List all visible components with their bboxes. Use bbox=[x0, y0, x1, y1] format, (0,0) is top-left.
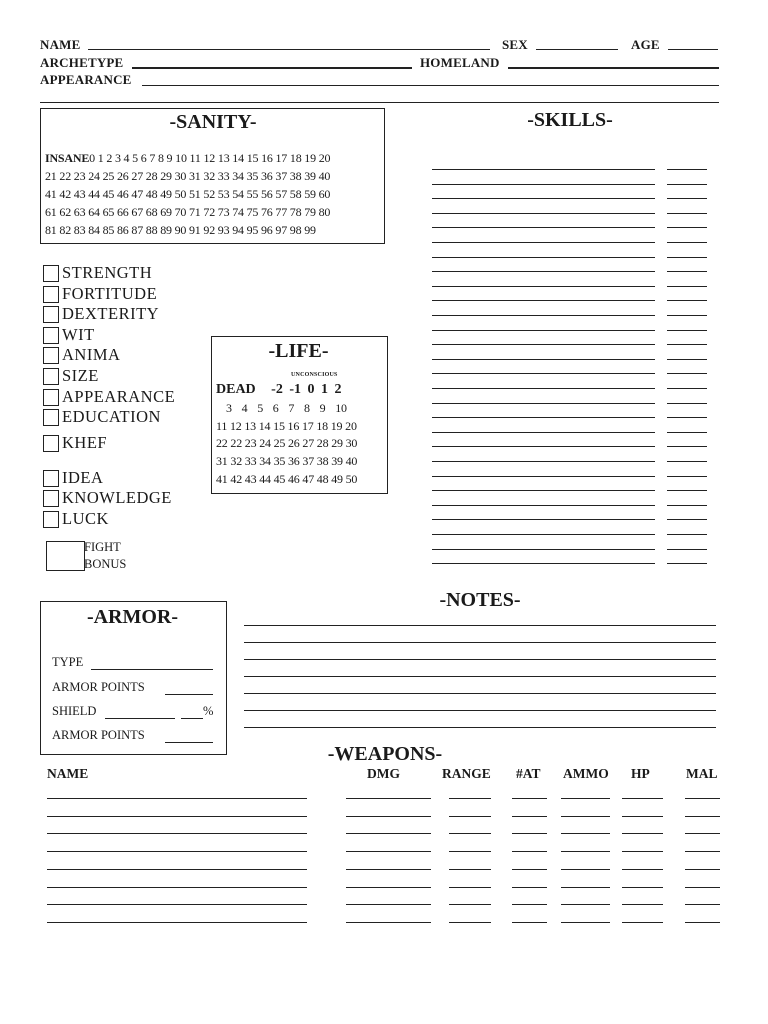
sanity-numbers-row-0[interactable]: 0 1 2 3 4 5 6 7 8 9 10 11 12 13 14 15 16 17 18 19 20 bbox=[89, 151, 331, 165]
weapon-cell[interactable] bbox=[47, 887, 307, 888]
education-checkbox[interactable] bbox=[43, 409, 59, 426]
notes-line[interactable] bbox=[244, 710, 716, 711]
insane-label: INSANE bbox=[45, 151, 90, 165]
skill-name-field[interactable] bbox=[432, 271, 655, 272]
life-title: -LIFE- bbox=[268, 340, 329, 362]
skill-name-field[interactable] bbox=[432, 227, 655, 228]
skill-name-field[interactable] bbox=[432, 549, 655, 550]
skill-value-field[interactable] bbox=[667, 286, 707, 287]
skill-name-field[interactable] bbox=[432, 359, 655, 360]
weapon-cell[interactable] bbox=[685, 833, 720, 834]
skill-value-field[interactable] bbox=[667, 403, 707, 404]
knowledge-label: KNOWLEDGE bbox=[62, 488, 172, 507]
weapon-cell[interactable] bbox=[561, 816, 610, 817]
attr-anima[interactable] bbox=[43, 345, 120, 365]
attr-strength[interactable] bbox=[43, 263, 152, 283]
skill-value-field[interactable] bbox=[667, 184, 707, 185]
weapon-cell[interactable] bbox=[622, 798, 663, 799]
notes-line[interactable] bbox=[244, 659, 716, 660]
weapon-cell[interactable] bbox=[622, 887, 663, 888]
weapon-cell[interactable] bbox=[47, 816, 307, 817]
weapon-cell[interactable] bbox=[512, 922, 547, 923]
skill-value-field[interactable] bbox=[667, 359, 707, 360]
skill-name-field[interactable] bbox=[432, 344, 655, 345]
weapon-cell[interactable] bbox=[685, 922, 720, 923]
weapon-cell[interactable] bbox=[622, 816, 663, 817]
weapon-cell[interactable] bbox=[449, 869, 491, 870]
weapon-cell[interactable] bbox=[561, 887, 610, 888]
skill-value-field[interactable] bbox=[667, 257, 707, 258]
fight-bonus-label bbox=[84, 539, 126, 573]
skill-value-field[interactable] bbox=[667, 169, 707, 170]
weapons-col-name: NAME bbox=[47, 766, 89, 781]
weapons-col-dmg: DMG bbox=[367, 766, 400, 781]
skill-name-field[interactable] bbox=[432, 213, 655, 214]
skill-value-field[interactable] bbox=[667, 344, 707, 345]
sanity-title: -SANITY- bbox=[169, 111, 257, 133]
armor-title: -ARMOR- bbox=[86, 606, 179, 628]
shield-percent-sign: % bbox=[203, 704, 214, 718]
armor-points-label: ARMOR POINTS bbox=[52, 680, 145, 694]
sanity-numbers-row-2[interactable]: 41 42 43 44 45 46 47 48 49 50 51 52 53 54 55 56 57 58 59 60 bbox=[45, 187, 331, 201]
appearance-field-line-2[interactable] bbox=[40, 102, 719, 103]
weapon-cell[interactable] bbox=[622, 904, 663, 905]
skill-value-field[interactable] bbox=[667, 388, 707, 389]
skill-name-field[interactable] bbox=[432, 403, 655, 404]
attr-education[interactable] bbox=[43, 407, 161, 427]
size-checkbox[interactable] bbox=[43, 368, 59, 385]
armor-type-row bbox=[52, 655, 83, 670]
attr-dexterity[interactable] bbox=[43, 304, 159, 324]
skill-name-field[interactable] bbox=[432, 476, 655, 477]
life-dead-row bbox=[216, 382, 342, 398]
skill-name-field[interactable] bbox=[432, 490, 655, 491]
weapon-cell[interactable] bbox=[685, 851, 720, 852]
weapon-cell[interactable] bbox=[449, 833, 491, 834]
weapon-cell[interactable] bbox=[346, 887, 431, 888]
skill-name-field[interactable] bbox=[432, 446, 655, 447]
appearance-checkbox[interactable] bbox=[43, 389, 59, 406]
fortitude-label: FORTITUDE bbox=[62, 284, 158, 303]
armor-points-row bbox=[52, 680, 145, 695]
attr-knowledge[interactable] bbox=[43, 488, 172, 508]
skill-value-field[interactable] bbox=[667, 505, 707, 506]
skill-name-field[interactable] bbox=[432, 461, 655, 462]
weapons-col-range: RANGE bbox=[442, 766, 491, 781]
weapon-cell[interactable] bbox=[622, 851, 663, 852]
appearance-label: APPEARANCE bbox=[40, 72, 132, 87]
weapon-cell[interactable] bbox=[622, 869, 663, 870]
anima-checkbox[interactable] bbox=[43, 347, 59, 364]
education-label: EDUCATION bbox=[62, 407, 161, 426]
skill-value-field[interactable] bbox=[667, 476, 707, 477]
skill-name-field[interactable] bbox=[432, 388, 655, 389]
skill-value-field[interactable] bbox=[667, 271, 707, 272]
wit-label: WIT bbox=[62, 325, 95, 344]
unconscious-label: UNCONSCIOUS bbox=[291, 372, 338, 378]
weapon-cell[interactable] bbox=[47, 869, 307, 870]
attr-size[interactable] bbox=[43, 366, 99, 386]
skill-name-field[interactable] bbox=[432, 519, 655, 520]
bonus-label: BONUS bbox=[84, 557, 127, 571]
life-negatives[interactable]: -2 -1 0 1 2 bbox=[271, 382, 342, 397]
life-row-2[interactable]: 22 22 23 24 25 26 27 28 29 30 bbox=[216, 436, 358, 450]
skill-name-field[interactable] bbox=[432, 242, 655, 243]
skill-value-field[interactable] bbox=[667, 242, 707, 243]
skill-value-field[interactable] bbox=[667, 330, 707, 331]
weapon-cell[interactable] bbox=[622, 922, 663, 923]
khef-label: KHEF bbox=[62, 433, 108, 452]
name-label: NAME bbox=[40, 37, 81, 52]
skill-name-field[interactable] bbox=[432, 300, 655, 301]
skill-value-field[interactable] bbox=[667, 300, 707, 301]
weapon-cell[interactable] bbox=[512, 851, 547, 852]
notes-line[interactable] bbox=[244, 625, 716, 626]
weapons-title: -WEAPONS- bbox=[327, 743, 443, 765]
skill-name-field[interactable] bbox=[432, 563, 655, 564]
shield-field[interactable] bbox=[105, 718, 175, 719]
weapon-cell[interactable] bbox=[512, 833, 547, 834]
attr-luck[interactable] bbox=[43, 509, 109, 529]
skill-name-field[interactable] bbox=[432, 534, 655, 535]
weapons-col-ammo: AMMO bbox=[563, 766, 609, 781]
weapon-cell[interactable] bbox=[449, 887, 491, 888]
skill-name-field[interactable] bbox=[432, 373, 655, 374]
skill-value-field[interactable] bbox=[667, 213, 707, 214]
armor-points-row-2 bbox=[52, 728, 145, 743]
weapon-cell[interactable] bbox=[561, 922, 610, 923]
shield-row bbox=[52, 704, 96, 719]
homeland-label: HOMELAND bbox=[420, 55, 500, 70]
weapon-cell[interactable] bbox=[47, 798, 307, 799]
weapon-cell[interactable] bbox=[512, 887, 547, 888]
age-field[interactable] bbox=[668, 49, 718, 50]
skill-name-field[interactable] bbox=[432, 257, 655, 258]
life-row-4[interactable]: 41 42 43 44 45 46 47 48 49 50 bbox=[216, 472, 358, 486]
weapon-cell[interactable] bbox=[449, 816, 491, 817]
sex-field[interactable] bbox=[536, 49, 618, 50]
weapon-cell[interactable] bbox=[346, 869, 431, 870]
weapon-cell[interactable] bbox=[346, 833, 431, 834]
weapon-cell[interactable] bbox=[449, 904, 491, 905]
weapon-cell[interactable] bbox=[449, 922, 491, 923]
attr-appearance[interactable] bbox=[43, 387, 175, 407]
fortitude-checkbox[interactable] bbox=[43, 286, 59, 303]
age-label: AGE bbox=[631, 37, 660, 52]
attr-fortitude[interactable] bbox=[43, 284, 157, 304]
skill-name-field[interactable] bbox=[432, 315, 655, 316]
strength-label: STRENGTH bbox=[62, 263, 153, 282]
skill-value-field[interactable] bbox=[667, 490, 707, 491]
armor-type-label: TYPE bbox=[52, 655, 84, 669]
weapon-cell[interactable] bbox=[685, 904, 720, 905]
skill-name-field[interactable] bbox=[432, 198, 655, 199]
weapon-cell[interactable] bbox=[685, 869, 720, 870]
skill-value-field[interactable] bbox=[667, 534, 707, 535]
notes-line[interactable] bbox=[244, 727, 716, 728]
skill-value-field[interactable] bbox=[667, 519, 707, 520]
luck-label: LUCK bbox=[62, 509, 109, 528]
sanity-numbers-row-4[interactable]: 81 82 83 84 85 86 87 88 89 90 91 92 93 94 95 96 97 98 99 bbox=[45, 223, 316, 237]
skill-value-field[interactable] bbox=[667, 315, 707, 316]
weapon-cell[interactable] bbox=[449, 798, 491, 799]
weapon-cell[interactable] bbox=[47, 922, 307, 923]
idea-checkbox[interactable] bbox=[43, 470, 59, 487]
weapon-cell[interactable] bbox=[561, 904, 610, 905]
armor-points-field[interactable] bbox=[165, 694, 213, 695]
weapon-cell[interactable] bbox=[685, 887, 720, 888]
strength-checkbox[interactable] bbox=[43, 265, 59, 282]
anima-label: ANIMA bbox=[62, 345, 121, 364]
sex-label: SEX bbox=[502, 37, 528, 52]
armor-type-field[interactable] bbox=[91, 669, 213, 670]
weapon-cell[interactable] bbox=[561, 833, 610, 834]
weapon-cell[interactable] bbox=[512, 798, 547, 799]
attr-wit[interactable] bbox=[43, 325, 95, 345]
weapon-cell[interactable] bbox=[561, 851, 610, 852]
skill-name-field[interactable] bbox=[432, 330, 655, 331]
life-row-3[interactable]: 31 32 33 34 35 36 37 38 39 40 bbox=[216, 454, 358, 468]
skill-value-field[interactable] bbox=[667, 227, 707, 228]
fight-bonus-box[interactable] bbox=[46, 541, 85, 571]
skill-name-field[interactable] bbox=[432, 184, 655, 185]
skill-name-field[interactable] bbox=[432, 432, 655, 433]
appearance-field[interactable] bbox=[142, 85, 719, 86]
weapons-col-at: #AT bbox=[516, 766, 541, 781]
notes-line[interactable] bbox=[244, 642, 716, 643]
archetype-label: ARCHETYPE bbox=[40, 55, 124, 70]
dexterity-checkbox[interactable] bbox=[43, 306, 59, 323]
wit-checkbox[interactable] bbox=[43, 327, 59, 344]
weapon-cell[interactable] bbox=[47, 904, 307, 905]
shield-percent-field[interactable] bbox=[181, 718, 203, 719]
weapon-cell[interactable] bbox=[346, 816, 431, 817]
notes-line[interactable] bbox=[244, 676, 716, 677]
khef-checkbox[interactable] bbox=[43, 435, 59, 452]
appearance-attr-label: APPEARANCE bbox=[62, 387, 176, 406]
life-row-0[interactable]: 3 4 5 6 7 8 9 10 bbox=[226, 401, 347, 415]
weapon-cell[interactable] bbox=[622, 833, 663, 834]
weapon-cell[interactable] bbox=[512, 904, 547, 905]
weapon-cell[interactable] bbox=[512, 816, 547, 817]
armor-points-label-2: ARMOR POINTS bbox=[52, 728, 145, 742]
skill-value-field[interactable] bbox=[667, 417, 707, 418]
idea-label: IDEA bbox=[62, 468, 104, 487]
skill-value-field[interactable] bbox=[667, 446, 707, 447]
sanity-row-0 bbox=[45, 151, 330, 166]
archetype-field[interactable] bbox=[132, 67, 412, 69]
sanity-numbers-row-3[interactable]: 61 62 63 64 65 66 67 68 69 70 71 72 73 74 75 76 77 78 79 80 bbox=[45, 205, 331, 219]
weapon-cell[interactable] bbox=[685, 816, 720, 817]
weapons-col-mal: MAL bbox=[686, 766, 718, 781]
size-label: SIZE bbox=[62, 366, 99, 385]
fight-label: FIGHT bbox=[84, 540, 121, 554]
armor-points-field-2[interactable] bbox=[165, 742, 213, 743]
notes-title: -NOTES- bbox=[439, 589, 521, 611]
knowledge-checkbox[interactable] bbox=[43, 490, 59, 507]
sanity-numbers-row-1[interactable]: 21 22 23 24 25 26 27 28 29 30 31 32 33 34 35 36 37 38 39 40 bbox=[45, 169, 331, 183]
skill-name-field[interactable] bbox=[432, 505, 655, 506]
notes-line[interactable] bbox=[244, 693, 716, 694]
dexterity-label: DEXTERITY bbox=[62, 304, 160, 323]
shield-label: SHIELD bbox=[52, 704, 97, 718]
attr-idea[interactable] bbox=[43, 468, 103, 488]
skill-value-field[interactable] bbox=[667, 432, 707, 433]
weapons-col-hp: HP bbox=[631, 766, 650, 781]
weapon-cell[interactable] bbox=[685, 798, 720, 799]
weapon-cell[interactable] bbox=[47, 833, 307, 834]
life-row-1[interactable]: 11 12 13 14 15 16 17 18 19 20 bbox=[216, 419, 357, 433]
weapon-cell[interactable] bbox=[346, 904, 431, 905]
name-field[interactable] bbox=[88, 49, 490, 50]
weapon-cell[interactable] bbox=[47, 851, 307, 852]
skill-value-field[interactable] bbox=[667, 198, 707, 199]
skill-value-field[interactable] bbox=[667, 461, 707, 462]
skill-name-field[interactable] bbox=[432, 169, 655, 170]
weapon-cell[interactable] bbox=[346, 922, 431, 923]
weapon-cell[interactable] bbox=[561, 798, 610, 799]
dead-label: DEAD bbox=[216, 382, 256, 397]
skill-name-field[interactable] bbox=[432, 286, 655, 287]
skill-name-field[interactable] bbox=[432, 417, 655, 418]
luck-checkbox[interactable] bbox=[43, 511, 59, 528]
skill-value-field[interactable] bbox=[667, 549, 707, 550]
weapon-cell[interactable] bbox=[449, 851, 491, 852]
weapon-cell[interactable] bbox=[512, 869, 547, 870]
weapon-cell[interactable] bbox=[346, 798, 431, 799]
homeland-field[interactable] bbox=[508, 67, 719, 69]
skill-value-field[interactable] bbox=[667, 373, 707, 374]
skills-title: -SKILLS- bbox=[527, 109, 613, 131]
attr-khef[interactable] bbox=[43, 433, 107, 453]
weapon-cell[interactable] bbox=[561, 869, 610, 870]
skill-value-field[interactable] bbox=[667, 563, 707, 564]
weapon-cell[interactable] bbox=[346, 851, 431, 852]
